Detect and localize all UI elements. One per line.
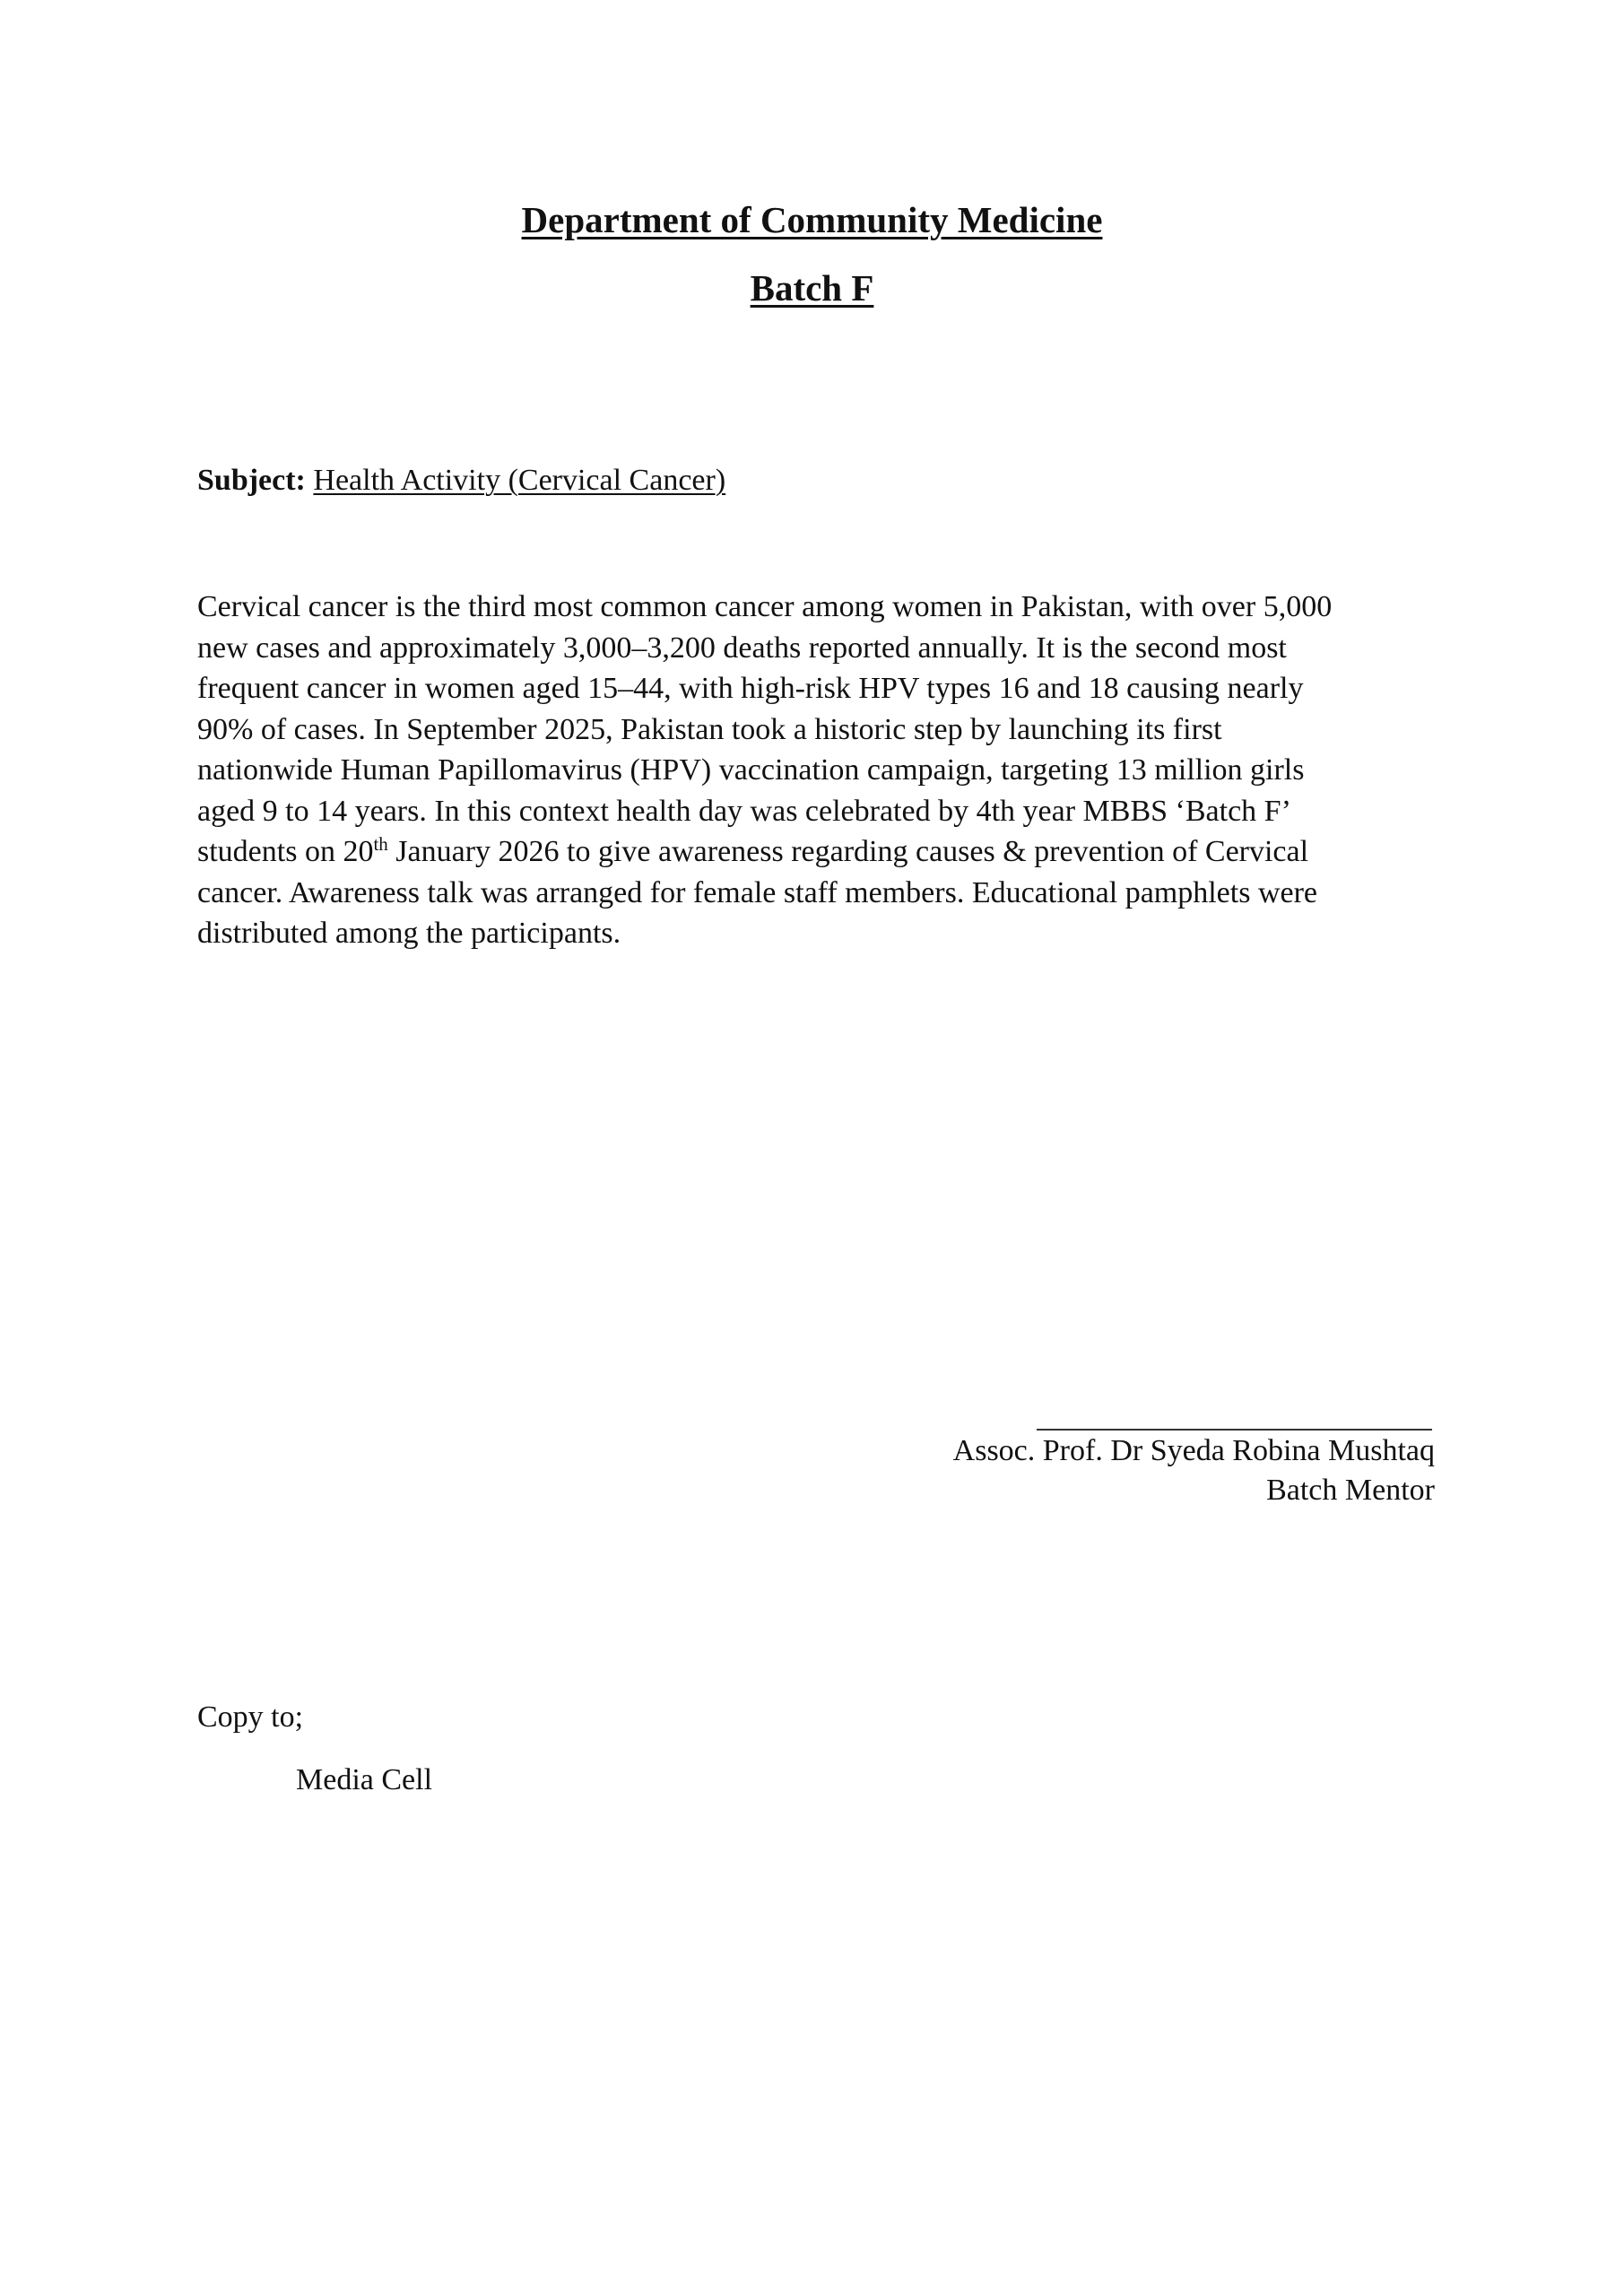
department-title: Department of Community Medicine <box>521 199 1103 240</box>
copy-to-label: Copy to; <box>197 1700 304 1734</box>
date-text-after: January 2026 to give awareness regarding causes & prevention of Cervical <box>387 835 1309 868</box>
batch-heading <box>0 265 1624 310</box>
body-line: aged 9 to 14 years. In this context health day was celebrated by 4th year MBBS ‘Batch F’ <box>197 794 1291 828</box>
signature-block <box>953 1419 1435 1510</box>
signatory-role: Batch Mentor <box>1266 1474 1435 1507</box>
subject-label: Subject: <box>197 464 306 497</box>
body-line: cancer. Awareness talk was arranged for female staff members. Educational pamphlets were <box>197 875 1318 909</box>
signatory-name: Assoc. Prof. Dr Syeda Robina Mushtaq <box>952 1434 1435 1467</box>
body-line: Cervical cancer is the third most common cancer among women in Pakistan, with over 5,000 <box>197 590 1333 623</box>
body-line: 90% of cases. In September 2025, Pakistan took a historic step by launching its first <box>197 712 1222 746</box>
batch-title: Batch F <box>750 267 874 309</box>
body-line: distributed among the participants. <box>197 917 621 950</box>
department-heading <box>0 197 1624 242</box>
copy-to-block <box>197 1698 432 1800</box>
body-line: nationwide Human Papillomavirus (HPV) vaccination campaign, targeting 13 million girls <box>197 753 1305 787</box>
body-line: frequent cancer in women aged 15–44, with high-risk HPV types 16 and 18 causing nearly <box>197 672 1304 705</box>
body-line-date <box>197 831 1453 873</box>
body-line: new cases and approximately 3,000–3,200 deaths reported annually. It is the second most <box>197 631 1287 665</box>
copy-recipient: Media Cell <box>296 1763 433 1796</box>
subject-line <box>197 461 725 500</box>
date-ordinal-suffix: th <box>373 833 388 855</box>
subject-value: Health Activity (Cervical Cancer) <box>313 464 726 497</box>
body-paragraph <box>197 587 1453 954</box>
date-text-before: students on 20 <box>197 835 374 868</box>
